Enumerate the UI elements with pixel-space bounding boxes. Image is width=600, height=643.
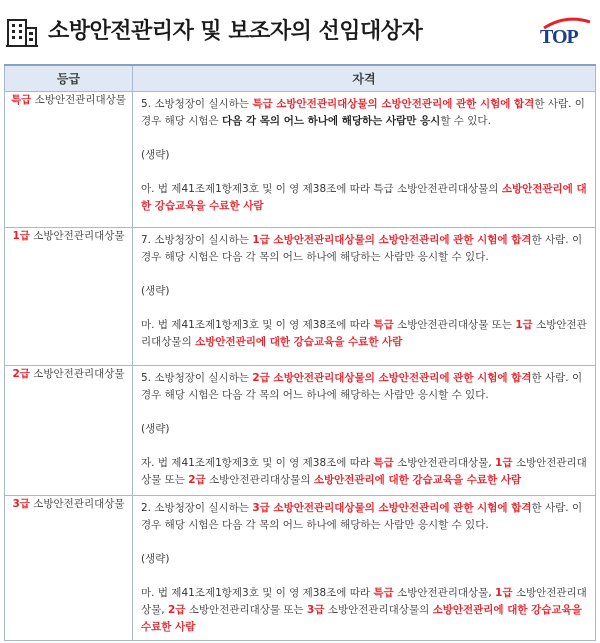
col-header-qualification: 자격 bbox=[133, 65, 596, 91]
highlight-text: 특급 bbox=[373, 318, 394, 331]
body-text: 소방안전관리대상물의 bbox=[324, 603, 433, 616]
body-text: (생략) bbox=[141, 284, 170, 297]
grade-level: 특급 bbox=[11, 93, 32, 106]
qualification-omitted bbox=[141, 421, 589, 438]
body-text: 소방안전관리대상물, bbox=[393, 456, 496, 469]
qualification-sub-item bbox=[141, 455, 589, 489]
col-header-grade: 등급 bbox=[5, 65, 133, 91]
qualification-cell bbox=[133, 495, 596, 640]
building-icon bbox=[6, 16, 38, 48]
highlight-text: 2급 bbox=[167, 603, 186, 616]
grade-level: 1급 bbox=[12, 229, 30, 242]
body-text: 한 사람. 이 경우 해당 시험은 다음 각 목의 어느 하나에 해당하는 사람만 응시할 수 있다. bbox=[141, 501, 583, 531]
highlight-text: 1급 bbox=[495, 456, 513, 469]
body-text: 한 사람. 이 경우 해당 시험은 다음 각 목의 어느 하나에 해당하는 사람만 응시할 수 있다. bbox=[141, 371, 583, 401]
body-text: (생략) bbox=[141, 148, 170, 161]
grade-label: 소방안전관리대상물 bbox=[31, 93, 126, 106]
qualification-main bbox=[141, 370, 589, 404]
grade-label: 소방안전관리대상물 bbox=[29, 367, 125, 380]
top-logo bbox=[540, 16, 592, 50]
highlight-text: 3급 소방안전관리대상물의 소방안전관리에 관한 시험에 합격 bbox=[252, 501, 532, 514]
highlight-text: 특급 bbox=[373, 456, 394, 469]
body-text: 소방안전관리대상물의 bbox=[141, 318, 587, 348]
qualification-sub-item bbox=[141, 585, 589, 636]
table-body bbox=[5, 91, 596, 640]
highlight-text: 소방안전관리에 대한 강습교육을 수료한 사람 bbox=[141, 603, 582, 633]
body-text: (생략) bbox=[141, 552, 170, 565]
qualification-main bbox=[141, 96, 589, 130]
body-text: 마. 법 제41조제1항제3호 및 이 영 제38조에 따라 bbox=[141, 586, 374, 599]
highlight-text: 1급 bbox=[495, 586, 513, 599]
grade-cell bbox=[5, 227, 133, 365]
body-text: 한 사람. 이 경우 해당 시험은 다음 각 목의 어느 하나에 해당하는 사람만 응시할 수 있다. bbox=[141, 233, 583, 263]
body-text: 2. 소방청장이 실시하는 bbox=[141, 501, 253, 514]
grade-level: 3급 bbox=[12, 497, 30, 510]
qualification-cell bbox=[133, 365, 596, 495]
page-header bbox=[0, 0, 600, 62]
highlight-text: 특급 소방안전관리대상물의 소방안전관리에 관한 시험에 합격 bbox=[252, 97, 535, 110]
table-row bbox=[5, 365, 596, 495]
qualification-main bbox=[141, 232, 589, 266]
qualification-cell bbox=[133, 227, 596, 365]
bold-text: 다음 각 목의 어느 하나에 해당하는 사람만 응시 bbox=[222, 114, 441, 127]
table-row bbox=[5, 495, 596, 640]
body-text: 자. 법 제41조제1항제3호 및 이 영 제38조에 따라 bbox=[141, 456, 374, 469]
table-row bbox=[5, 91, 596, 227]
body-text: 소방안전관리대상물 또는 bbox=[141, 456, 587, 486]
body-text: 소방안전관리대상물, bbox=[141, 586, 587, 616]
body-text: 소방안전관리대상물 또는 bbox=[393, 318, 516, 331]
table-row bbox=[5, 227, 596, 365]
grade-label: 소방안전관리대상물 bbox=[29, 229, 125, 242]
highlight-text: 특급 bbox=[373, 586, 394, 599]
grade-cell bbox=[5, 365, 133, 495]
highlight-text: 소방안전관리에 대한 강습교육을 수료한 사람 bbox=[141, 182, 587, 212]
body-text: 할 수 있다. bbox=[440, 114, 491, 127]
grade-level: 2급 bbox=[12, 367, 30, 380]
body-text: (생략) bbox=[141, 422, 170, 435]
body-text: 소방안전관리대상물 또는 bbox=[185, 603, 308, 616]
page-title: 소방안전관리자 및 보조자의 선임대상자 bbox=[48, 19, 423, 44]
qualification-omitted bbox=[141, 147, 589, 164]
qualification-omitted bbox=[141, 551, 589, 568]
body-text: 아. 법 제41조제1항제3호 및 이 영 제38조에 따라 특급 소방안전관리대상물의 bbox=[141, 182, 502, 195]
body-text: 마. 법 제41조제1항제3호 및 이 영 제38조에 따라 bbox=[141, 318, 374, 331]
body-text: 소방안전관리대상물, bbox=[393, 586, 496, 599]
grade-cell bbox=[5, 495, 133, 640]
body-text: 7. 소방청장이 실시하는 bbox=[141, 233, 253, 246]
qualification-omitted bbox=[141, 283, 589, 300]
qualification-main bbox=[141, 500, 589, 534]
grade-label: 소방안전관리대상물 bbox=[29, 497, 125, 510]
highlight-text: 1급 bbox=[515, 318, 533, 331]
body-text: 한 사람. 이 경우 해당 시험은 bbox=[141, 97, 585, 127]
highlight-text: 소방안전관리에 대한 강습교육을 수료한 사람 bbox=[313, 473, 522, 486]
highlight-text: 1급 소방안전관리대상물의 소방안전관리에 관한 시험에 합격 bbox=[252, 233, 532, 246]
qualification-cell bbox=[133, 91, 596, 227]
highlight-text: 3급 bbox=[307, 603, 325, 616]
body-text: 소방안전관리대상물의 bbox=[205, 473, 314, 486]
logo-text: TOP bbox=[540, 26, 578, 48]
qualification-sub-item bbox=[141, 181, 589, 215]
highlight-text: 2급 bbox=[188, 473, 206, 486]
qualification-table bbox=[4, 64, 596, 641]
qualification-sub-item bbox=[141, 317, 589, 351]
grade-cell bbox=[5, 91, 133, 227]
highlight-text: 소방안전관리에 대한 강습교육을 수료한 사람 bbox=[195, 335, 403, 348]
body-text: 5. 소방청장이 실시하는 bbox=[141, 371, 253, 384]
table-header-row bbox=[5, 65, 596, 91]
body-text: 5. 소방청장이 실시하는 bbox=[141, 97, 253, 110]
highlight-text: 2급 소방안전관리대상물의 소방안전관리에 관한 시험에 합격 bbox=[252, 371, 532, 384]
